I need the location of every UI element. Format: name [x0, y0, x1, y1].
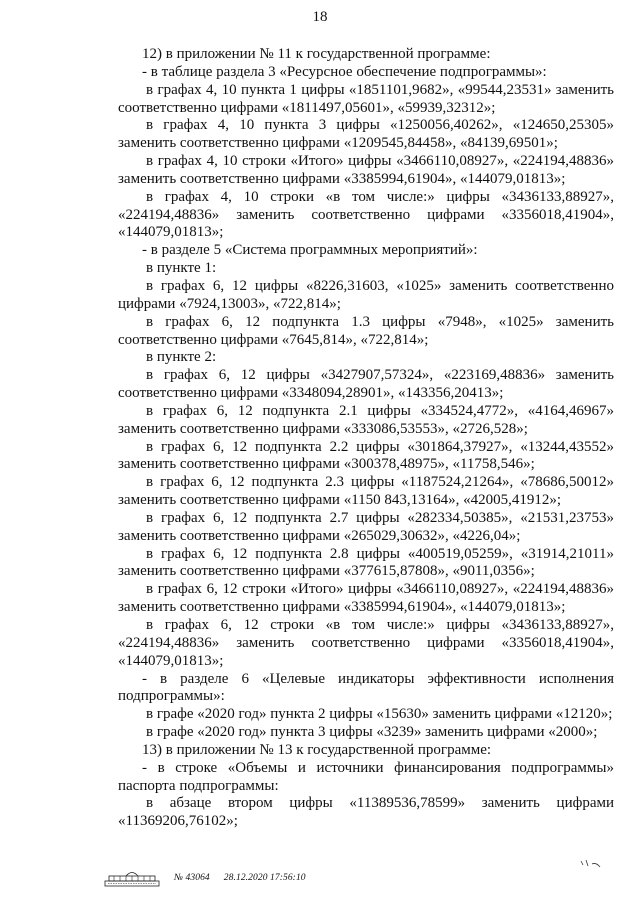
paragraph: в графах 6, 12 цифры «3427907,57324», «223169,48836» заменить соответственно цифрами «3348094,28901», «143356,20413»; [118, 367, 614, 402]
paragraph: 12) в приложении № 11 к государственной программе: [142, 46, 491, 62]
paragraph: в графах 6, 12 подпункта 2.3 цифры «1187524,21264», «78686,50012» заменить соответственно цифрами «1150 843,13164», «42005,41912»; [118, 474, 614, 509]
paragraph: в графе «2020 год» пункта 3 цифры «3239» заменить цифрами «2000»; [146, 724, 598, 741]
document-body [118, 46, 614, 831]
paragraph: в графах 6, 12 подпункта 2.8 цифры «400519,05259», «31914,21011» заменить соответственно цифрами «377615,87808», «9011,0356»; [118, 545, 614, 580]
paragraph: в графах 4, 10 пункта 3 цифры «1250056,40262», «124650,25305» заменить соответственно цифрами «1209545,84458», «84139,69501»; [118, 117, 614, 152]
document-number: № 43064 [174, 873, 210, 883]
paragraph: в графах 4, 10 пункта 1 цифры «1851101,9682», «99544,23531» заменить соответственно цифрами «1811497,05601», «59939,32312»; [118, 81, 614, 116]
document-footer [104, 868, 306, 888]
paragraph: в графах 6, 12 цифры «8226,31603, «1025» заменить соответственно цифрами «7924,13003», «722,814»; [118, 277, 614, 312]
paragraph: в графах 4, 10 строки «в том числе:» цифры «3436133,88927», «224194,48836» заменить соответственно цифрами «3356018,41904», «144079,01813»; [118, 188, 614, 241]
document-timestamp: 28.12.2020 17:56:10 [223, 873, 306, 883]
paragraph: - в строке «Объемы и источники финансирования подпрограммы» паспорта подпрограммы: [118, 759, 614, 794]
paragraph: в графах 6, 12 строки «в том числе:» цифры «3436133,88927», «224194,48836» заменить соответственно цифрами «3356018,41904», «144079,01813»; [118, 617, 614, 669]
paragraph: в графе «2020 год» пункта 2 цифры «15630» заменить цифрами «12120»; [146, 706, 613, 723]
paragraph: - в разделе 6 «Целевые индикаторы эффективности исполнения подпрограммы»: [118, 670, 614, 705]
paragraph: в графах 6, 12 подпункта 2.1 цифры «334524,4772», «4164,46967» заменить соответственно цифрами «333086,53553», «2726,528»; [118, 402, 614, 437]
paragraph: - в разделе 5 «Система программных мероприятий»: [142, 242, 478, 259]
paragraph: в графах 4, 10 строки «Итого» цифры «3466110,08927», «224194,48836» заменить соответственно цифрами «3385994,61904», «144079,01813»; [118, 153, 614, 187]
paragraph: в графах 6, 12 подпункта 2.2 цифры «301864,37927», «13244,43552» заменить соответственно цифрами «300378,48975», «11758,546»; [118, 438, 614, 473]
paragraph: в графах 6, 12 подпункта 1.3 цифры «7948», «1025» заменить соответственно цифрами «7645,814», «722,814»; [118, 313, 614, 348]
paragraph: в абзаце втором цифры «11389536,78599» заменить цифрами «11369206,76102»; [118, 795, 614, 830]
page-number: 18 [312, 9, 328, 25]
paragraph: в графах 6, 12 строки «Итого» цифры «3466110,08927», «224194,48836» заменить соответственно цифрами «3385994,61904», «144079,01813»; [118, 581, 614, 616]
paragraph: в пункте 2: [146, 349, 217, 366]
registry-logo-icon [104, 869, 160, 887]
paragraph: 13) в приложении № 13 к государственной программе: [142, 741, 492, 758]
paragraph: в пункте 1: [146, 260, 217, 277]
scan-artifact-icon [580, 858, 602, 870]
paragraph: в графах 6, 12 подпункта 2.7 цифры «282334,50385», «21531,23753» заменить соответственно цифрами «265029,30632», «4226,04»; [118, 509, 614, 544]
paragraph: - в таблице раздела 3 «Ресурсное обеспечение подпрограммы»: [142, 63, 547, 80]
